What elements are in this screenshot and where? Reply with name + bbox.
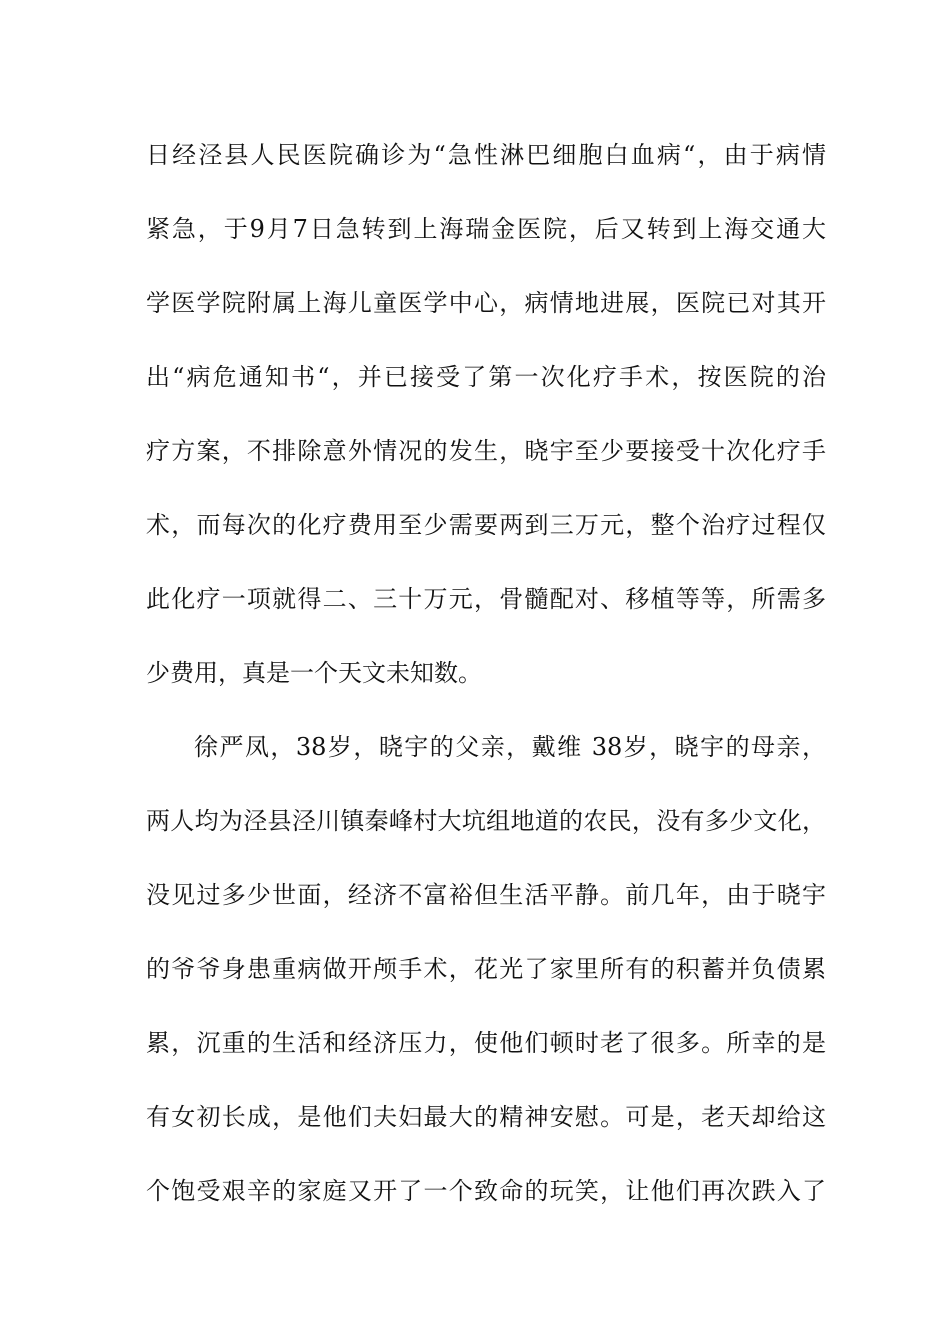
text-line: 徐严凤，38岁，晓宇的父亲，戴维 38岁，晓宇的母亲， (194, 733, 826, 761)
body-text (146, 131, 826, 1241)
text-line: 出“病危通知书“，并已接受了第一次化疗手术，按医院的治 (146, 363, 826, 391)
text-line: 累，沉重的生活和经济压力，使他们顿时老了很多。所幸的是 (146, 1029, 826, 1057)
text-line: 紧急，于9月7日急转到上海瑞金医院，后又转到上海交通大 (146, 215, 826, 243)
text-line: 的爷爷身患重病做开颅手术，花光了家里所有的积蓄并负债累 (146, 955, 826, 983)
text-line: 日经泾县人民医院确诊为“急性淋巴细胞白血病“，由于病情 (146, 141, 826, 169)
text-line: 个饱受艰辛的家庭又开了一个致命的玩笑，让他们再次跌入了 (146, 1177, 826, 1205)
text-line: 此化疗一项就得二、三十万元，骨髓配对、移植等等，所需多 (146, 585, 826, 613)
text-line: 没见过多少世面，经济不富裕但生活平静。前几年，由于晓宇 (146, 881, 826, 909)
text-line: 学医学院附属上海儿童医学中心，病情地进展，医院已对其开 (146, 289, 826, 317)
text-line: 疗方案，不排除意外情况的发生，晓宇至少要接受十次化疗手 (146, 437, 826, 465)
text-line: 术，而每次的化疗费用至少需要两到三万元，整个治疗过程仅 (146, 511, 826, 539)
text-line: 有女初长成，是他们夫妇最大的精神安慰。可是，老天却给这 (146, 1103, 826, 1131)
text-line: 两人均为泾县泾川镇秦峰村大坑组地道的农民，没有多少文化， (146, 807, 826, 835)
text-line: 少费用，真是一个天文未知数。 (146, 659, 482, 687)
